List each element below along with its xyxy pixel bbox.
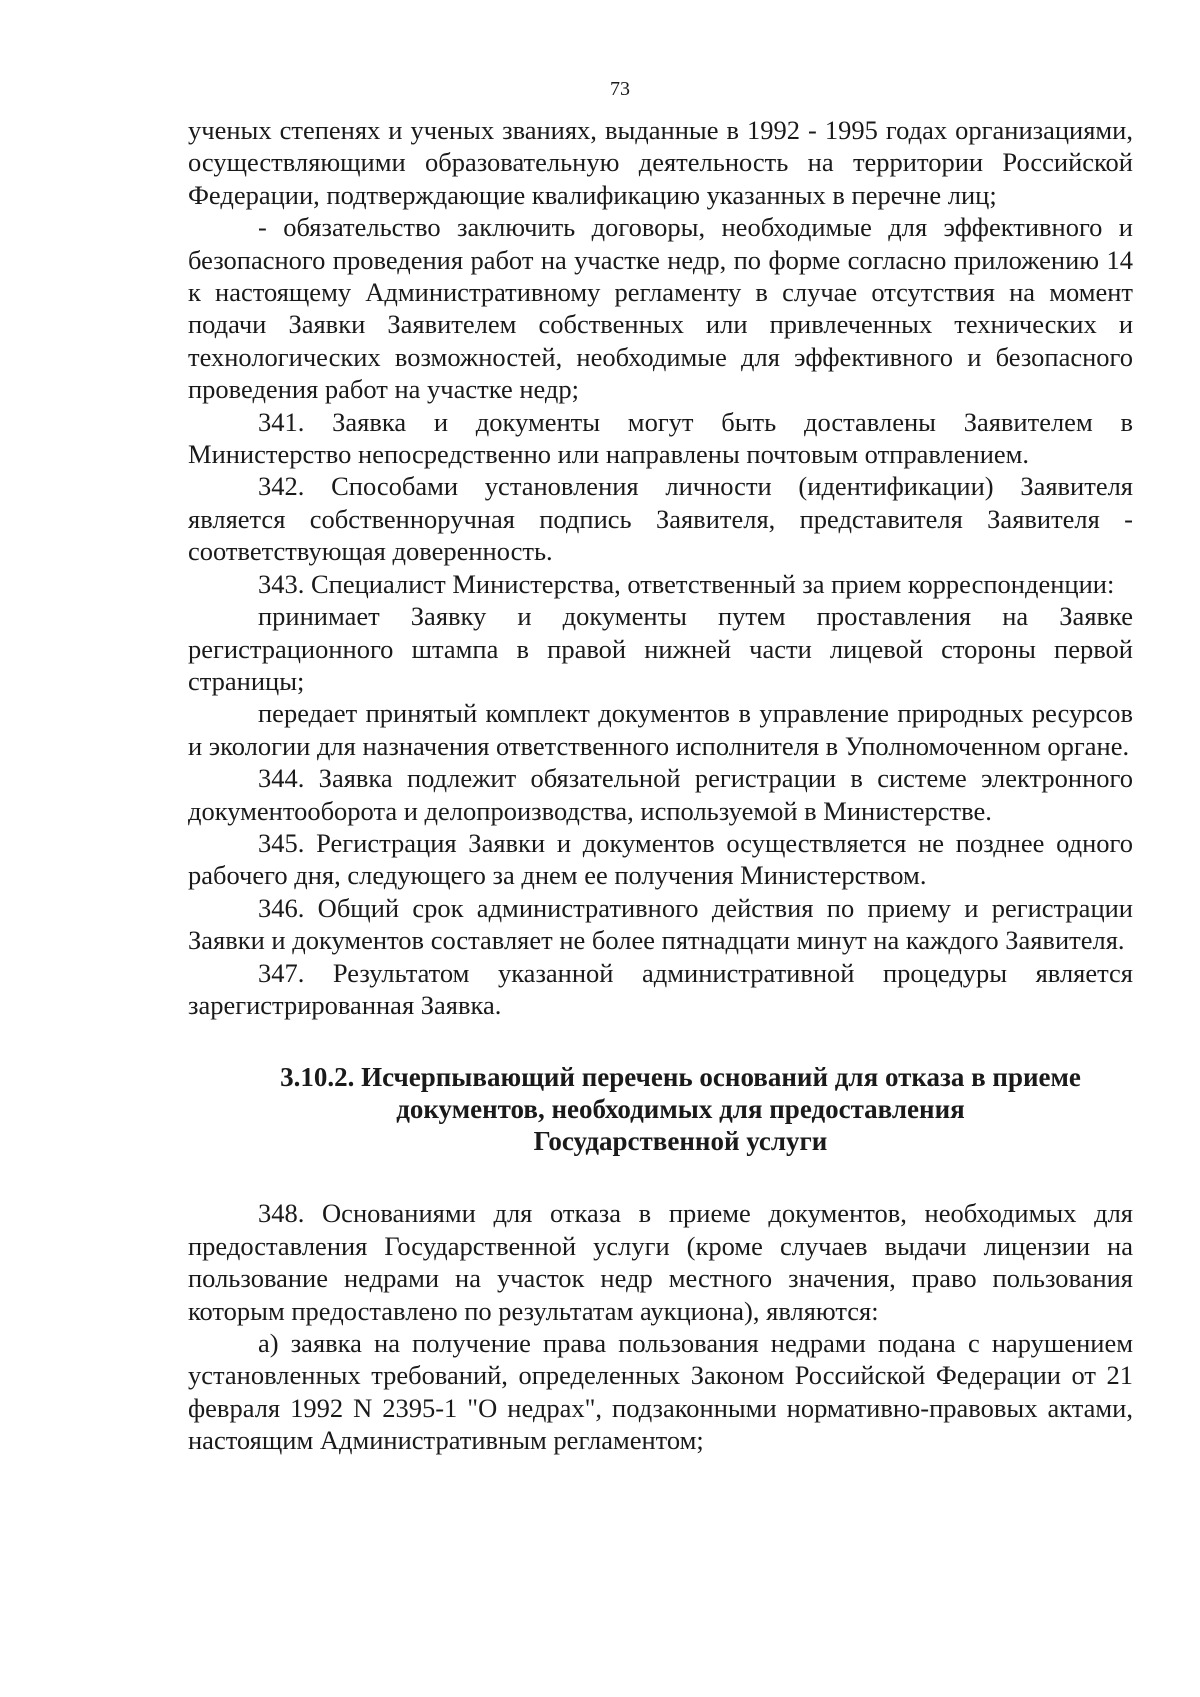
section-heading — [188, 1061, 1133, 1157]
paragraph-343: 343. Специалист Министерства, ответственный за прием корреспонденции: — [258, 568, 1115, 599]
paragraph-344: 344. Заявка подлежит обязательной регистрации в системе электронного документооборота и делопроизводства, используемой в Министерстве. — [188, 763, 1133, 826]
paragraph: ученых степенях и ученых званиях, выданные в 1992 - 1995 годах организациями, осуществляющими образовательную деятельность на территории Российской Федерации, подтверждающие квалификацию указанных в перечне лиц; — [188, 115, 1133, 210]
heading-line: документов, необходимых для предоставления — [396, 1094, 965, 1125]
heading-line: 3.10.2. Исчерпывающий перечень оснований для отказа в приеме — [280, 1062, 1081, 1093]
paragraph: а) заявка на получение права пользования недрами подана с нарушением установленных требований, определенных Законом Российской Федерации от 21 февраля 1992 N 2395-1 "О недрах", подзаконными нормативно-правовых актами, настоящим Административным регламентом; — [188, 1328, 1133, 1456]
paragraph: принимает Заявку и документы путем проставления на Заявке регистрационного штампа в правой нижней части лицевой стороны первой страницы; — [188, 601, 1133, 696]
spacer — [188, 1157, 1133, 1197]
page-content — [188, 114, 1133, 1457]
page-number: 73 — [610, 78, 630, 100]
paragraph: - обязательство заключить договоры, необходимые для эффективного и безопасного проведения работ на участке недр, по форме согласно приложению 14 к настоящему Административному регламенту в случае отсутствия на момент подачи Заявки Заявителем собственных или привлеченных технических и технологических возможностей, необходимые для эффективного и безопасного проведения работ на участке недр; — [188, 212, 1133, 405]
paragraph-347: 347. Результатом указанной административной процедуры является зарегистрированная Заявка. — [188, 957, 1133, 1020]
paragraph: передает принятый комплект документов в управление природных ресурсов и экологии для назначения ответственного исполнителя в Уполномоченном органе. — [188, 698, 1133, 761]
heading-line: Государственной услуги — [533, 1126, 828, 1157]
paragraph-346: 346. Общий срок административного действия по приему и регистрации Заявки и документов составляет не более пятнадцати минут на каждого Заявителя. — [188, 892, 1133, 956]
paragraph-345: 345. Регистрация Заявки и документов осуществляется не позднее одного рабочего дня, следующего за днем ее получения Министерством. — [188, 827, 1133, 891]
paragraph-342: 342. Способами установления личности (идентификации) Заявителя является собственноручная подпись Заявителя, представителя Заявителя - соответствующая доверенность. — [188, 471, 1133, 567]
paragraph-341: 341. Заявка и документы могут быть доставлены Заявителем в Министерство непосредственно или направлены почтовым отправлением. — [188, 406, 1133, 470]
paragraph-348: 348. Основаниями для отказа в приеме документов, необходимых для предоставления Государственной услуги (кроме случаев выдачи лицензии на пользование недрами на участок недр местного значения, право пользования которым предоставлено по результатам аукциона), являются: — [188, 1198, 1133, 1326]
